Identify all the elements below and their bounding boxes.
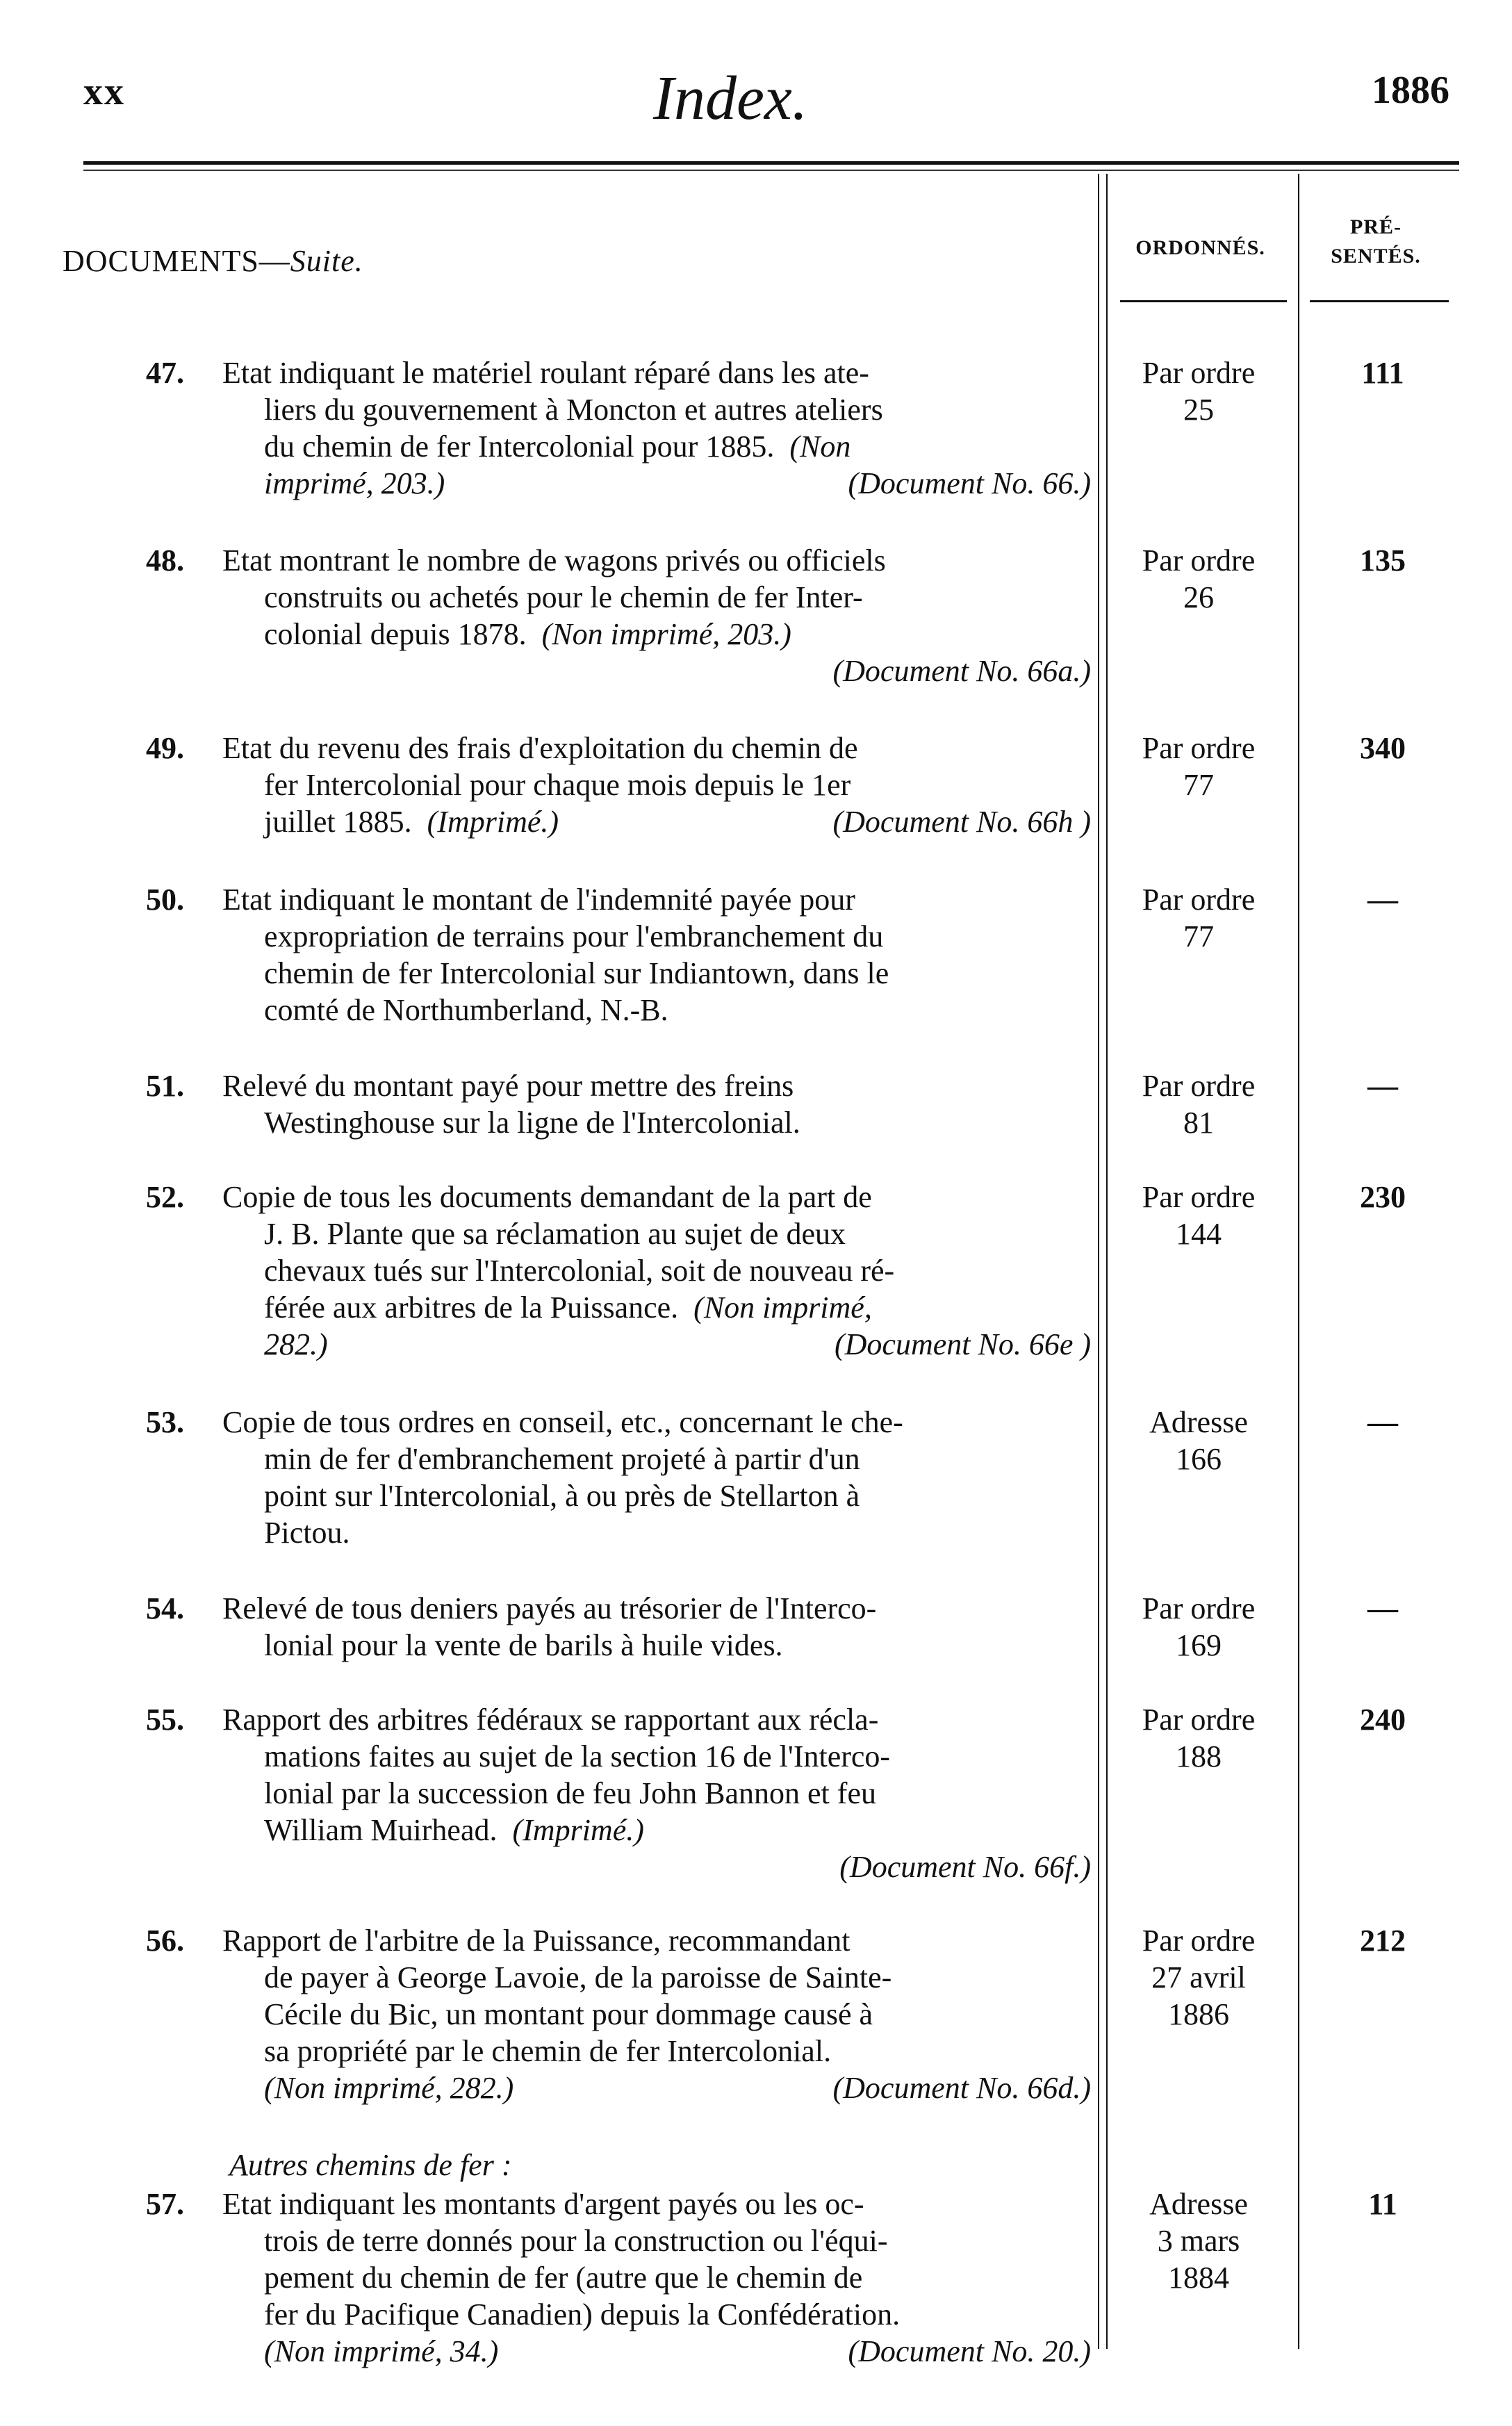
entry-text: du chemin de fer Intercolonial pour 1885.	[264, 429, 775, 464]
header-rule	[83, 161, 1459, 165]
ordre-number: 169	[1176, 1628, 1222, 1662]
presentes-cell: 240	[1360, 1703, 1406, 1737]
ordre-text: Par ordre	[1142, 1591, 1256, 1625]
ordre-number: 188	[1176, 1739, 1222, 1773]
presentes-cell: —	[1367, 1069, 1398, 1103]
column-rule	[1310, 300, 1449, 302]
entry-body	[222, 730, 1091, 840]
entry-number: 56.	[146, 1924, 184, 1958]
entry-number: 57.	[146, 2187, 184, 2221]
entry-note: (Non imprimé, 203.)	[541, 617, 791, 651]
entry-line	[222, 2070, 1091, 2106]
ordre-cell	[1112, 1701, 1285, 1775]
column-head-presentes-1: PRÉ-	[1350, 215, 1402, 238]
entry-note: (Non imprimé, 282.)	[264, 2071, 514, 2105]
ordre-cell	[1112, 542, 1285, 616]
ordre-year: 1884	[1168, 2261, 1229, 2295]
section-suite: Suite.	[290, 244, 363, 278]
column-head-ordonnes: ORDONNÉS.	[1135, 236, 1265, 259]
presentes-cell: 340	[1360, 731, 1406, 765]
ordre-text: Par ordre	[1142, 883, 1256, 917]
entry-line: expropriation de terrains pour l'embranchement du	[264, 919, 884, 953]
presentes-cell: —	[1367, 1405, 1398, 1439]
page-year: 1886	[1372, 69, 1449, 112]
entry-line	[222, 616, 1091, 653]
ordre-cell	[1112, 730, 1285, 803]
entry-line	[222, 465, 1091, 502]
column-divider	[1298, 174, 1299, 2349]
ordre-text: Par ordre	[1142, 731, 1256, 765]
entry-body	[222, 1701, 1091, 1885]
ordre-text: Par ordre	[1142, 1069, 1256, 1103]
entry-number: 55.	[146, 1703, 184, 1737]
entry-line: liers du gouvernement à Moncton et autres ateliers	[264, 393, 883, 427]
entry-line: Relevé de tous deniers payés au trésorier de l'Interco-	[222, 1591, 877, 1625]
entry-line	[222, 1812, 1091, 1849]
entry-body	[222, 354, 1091, 502]
entry-line: fer Intercolonial pour chaque mois depuis le 1er	[264, 768, 851, 802]
document-reference: (Document No. 66h )	[832, 805, 1091, 839]
page-number: xx	[83, 70, 125, 113]
entry-line: Copie de tous ordres en conseil, etc., concernant le che-	[222, 1405, 903, 1439]
ordre-number: 81	[1183, 1106, 1214, 1140]
document-reference: (Document No. 20.)	[848, 2334, 1091, 2368]
ordre-number: 77	[1183, 919, 1214, 953]
entry-text: juillet 1885.	[264, 805, 412, 839]
document-reference: (Document No. 66.)	[848, 466, 1091, 500]
entry-line	[222, 2333, 1091, 2370]
column-rule	[1120, 300, 1287, 302]
entry-line: Etat montrant le nombre de wagons privés ou officiels	[222, 543, 886, 577]
page-title: Index.	[653, 64, 808, 133]
entry-line: comté de Northumberland, N.-B.	[264, 993, 668, 1027]
entry-line: Rapport des arbitres fédéraux se rapportant aux récla-	[222, 1703, 879, 1737]
presentes-cell: 212	[1360, 1924, 1406, 1958]
entry-line: Copie de tous les documents demandant de la part de	[222, 1180, 872, 1214]
entry-line: fer du Pacifique Canadien) depuis la Confédération.	[264, 2297, 901, 2331]
page-header	[0, 63, 1512, 133]
ordre-text: Par ordre	[1142, 1703, 1256, 1737]
entry-note: imprimé, 203.)	[264, 466, 445, 500]
entry-line: lonial par la succession de feu John Bannon et feu	[264, 1776, 876, 1810]
entry-note: (Non imprimé, 34.)	[264, 2334, 499, 2368]
entry-number: 47.	[146, 356, 184, 390]
document-reference: (Document No. 66e )	[834, 1327, 1091, 1361]
entry-text: colonial depuis 1878.	[264, 617, 527, 651]
ordre-cell	[1112, 2186, 1285, 2296]
ordre-number: 166	[1176, 1442, 1222, 1476]
entry-line	[222, 428, 1091, 465]
section-heading	[63, 243, 363, 279]
column-head-presentes-2: SENTÉS.	[1331, 245, 1421, 268]
entry-line: Etat indiquant le montant de l'indemnité payée pour	[222, 883, 855, 917]
ordre-cell	[1112, 1922, 1285, 2033]
ordre-text: Par ordre	[1142, 1180, 1256, 1214]
entry-line: chemin de fer Intercolonial sur Indiantown, dans le	[264, 956, 889, 990]
ordre-number: 25	[1183, 393, 1214, 427]
entry-line: trois de terre donnés pour la construction ou l'équi-	[264, 2224, 888, 2258]
entry-line: Westinghouse sur la ligne de l'Intercolonial.	[264, 1106, 800, 1140]
presentes-cell: 230	[1360, 1180, 1406, 1214]
document-reference: (Document No. 66d.)	[832, 2071, 1091, 2105]
entry-line: point sur l'Intercolonial, à ou près de Stellarton à	[264, 1479, 860, 1513]
entry-body	[222, 1179, 1091, 1363]
ordre-cell	[1112, 354, 1285, 428]
column-divider	[1098, 174, 1099, 2349]
ordre-date: 27 avril	[1151, 1960, 1246, 1994]
entry-body	[222, 2186, 1091, 2370]
entry-line	[222, 803, 1091, 840]
entry-line: Etat indiquant les montants d'argent payés ou les oc-	[222, 2187, 864, 2221]
presentes-cell: 111	[1361, 356, 1404, 390]
entry-line	[222, 1326, 1091, 1363]
entry-number: 53.	[146, 1405, 184, 1439]
entry-line: J. B. Plante que sa réclamation au sujet de deux	[264, 1217, 846, 1251]
entry-line: sa propriété par le chemin de fer Intercolonial.	[264, 2034, 832, 2068]
ordre-text: Adresse	[1149, 1405, 1248, 1439]
entry-line	[222, 653, 1091, 689]
entry-line: Etat du revenu des frais d'exploitation du chemin de	[222, 731, 858, 765]
ordre-number: 77	[1183, 768, 1214, 802]
ordre-cell	[1112, 1590, 1285, 1664]
entry-note: (Non imprimé,	[693, 1290, 872, 1325]
entry-number: 52.	[146, 1180, 184, 1214]
ordre-text: Adresse	[1149, 2187, 1248, 2221]
document-reference: (Document No. 66f.)	[839, 1850, 1091, 1884]
column-divider	[1106, 174, 1108, 2349]
header-rule-thin	[83, 170, 1459, 171]
entry-line: Etat indiquant le matériel roulant réparé dans les ate-	[222, 356, 869, 390]
ordre-number: 26	[1183, 580, 1214, 614]
document-reference: (Document No. 66a.)	[832, 654, 1091, 688]
entry-body	[222, 881, 1091, 1028]
entry-line: Pictou.	[264, 1516, 350, 1550]
entry-text: férée aux arbitres de la Puissance.	[264, 1290, 679, 1325]
ordre-text: Par ordre	[1142, 356, 1256, 390]
entry-number: 50.	[146, 883, 184, 917]
presentes-cell: —	[1367, 1591, 1398, 1625]
entry-body	[222, 1067, 1091, 1141]
entry-body	[222, 542, 1091, 689]
entry-note: (Imprimé.)	[427, 805, 559, 839]
entry-line: mations faites au sujet de la section 16 de l'Interco-	[264, 1739, 891, 1773]
ordre-text: Par ordre	[1142, 543, 1256, 577]
ordre-date: 3 mars	[1157, 2224, 1240, 2258]
ordre-cell	[1112, 1404, 1285, 1477]
entry-line	[222, 1289, 1091, 1326]
entry-line: construits ou achetés pour le chemin de fer Inter-	[264, 580, 863, 614]
entry-line: chevaux tués sur l'Intercolonial, soit de nouveau ré-	[264, 1254, 895, 1288]
entry-number: 51.	[146, 1069, 184, 1103]
entry-note: (Imprimé.)	[512, 1813, 644, 1847]
section-title: DOCUMENTS—	[63, 244, 290, 278]
presentes-cell: —	[1367, 883, 1398, 917]
ordre-number: 144	[1176, 1217, 1222, 1251]
subheading: Autres chemins de fer :	[229, 2148, 512, 2182]
entry-line: pement du chemin de fer (autre que le chemin de	[264, 2261, 863, 2295]
entry-note: (Non	[789, 429, 851, 464]
entry-line: Rapport de l'arbitre de la Puissance, recommandant	[222, 1924, 850, 1958]
entry-body	[222, 1590, 1091, 1664]
ordre-cell	[1112, 881, 1285, 955]
entry-line: Cécile du Bic, un montant pour dommage causé à	[264, 1997, 873, 2031]
ordre-text: Par ordre	[1142, 1924, 1256, 1958]
presentes-cell: 135	[1360, 543, 1406, 577]
entry-number: 48.	[146, 543, 184, 577]
entry-line: Relevé du montant payé pour mettre des freins	[222, 1069, 794, 1103]
presentes-cell: 11	[1368, 2187, 1397, 2221]
entry-number: 49.	[146, 731, 184, 765]
entry-line: lonial pour la vente de barils à huile vides.	[264, 1628, 783, 1662]
ordre-cell	[1112, 1067, 1285, 1141]
entry-line: min de fer d'embranchement projeté à partir d'un	[264, 1442, 860, 1476]
ordre-year: 1886	[1168, 1997, 1229, 2031]
entry-body	[222, 1922, 1091, 2106]
entry-line	[222, 1849, 1091, 1885]
entry-body	[222, 1404, 1091, 1551]
entry-note: 282.)	[264, 1327, 328, 1361]
entry-line: de payer à George Lavoie, de la paroisse de Sainte-	[264, 1960, 892, 1994]
entry-text: William Muirhead.	[264, 1813, 498, 1847]
ordre-cell	[1112, 1179, 1285, 1252]
entry-number: 54.	[146, 1591, 184, 1625]
